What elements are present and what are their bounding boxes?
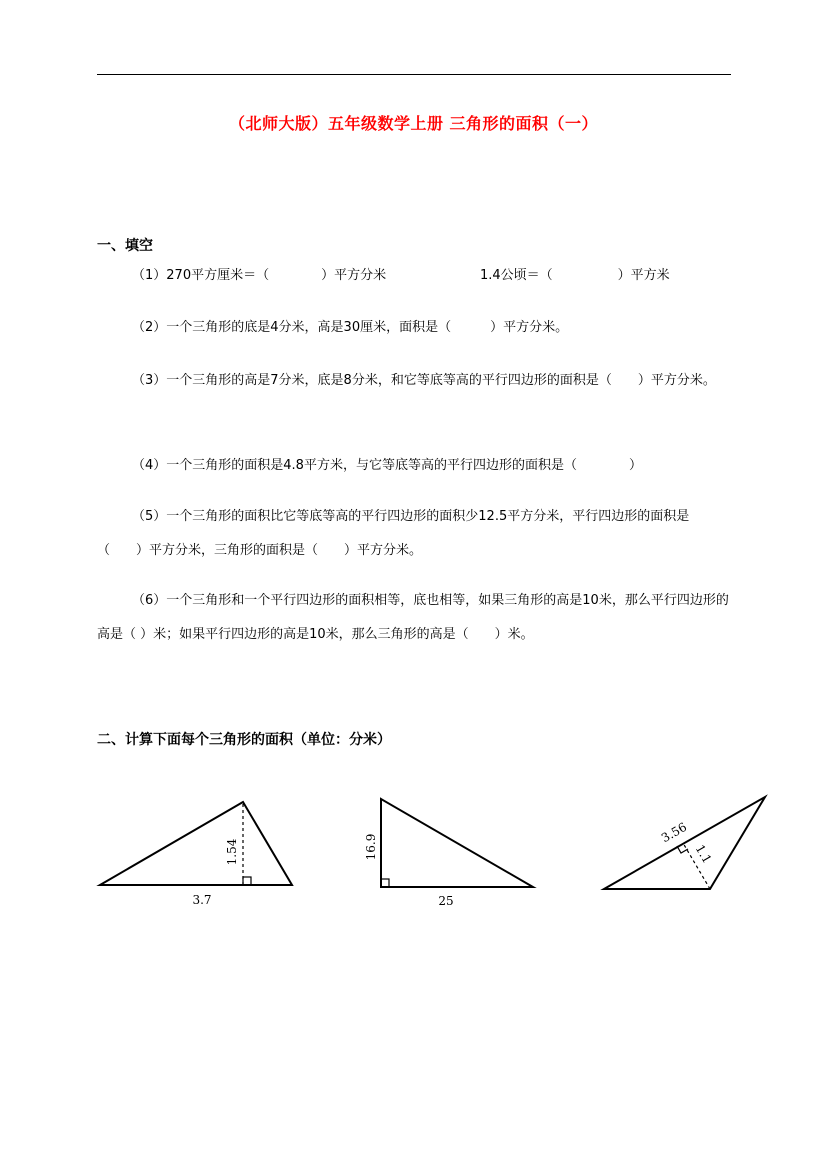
triangle-3-height-label: 1.1	[692, 842, 715, 866]
triangle-2-height-label: 16.9	[364, 833, 378, 861]
triangle-2-base-label: 25	[438, 894, 454, 908]
triangle-1-base-label: 3.7	[192, 893, 212, 907]
triangle-3-side-label: 3.56	[658, 819, 690, 846]
triangle-3	[604, 797, 765, 889]
question-3: （3）一个三角形的高是7分米，底是8分米，和它等底等高的平行四边形的面积是（ ）平方分米。	[132, 373, 716, 388]
question-2: （2）一个三角形的底是4分米，高是30厘米，面积是（ ）平方分米。	[132, 320, 569, 335]
question-1a: （1）270平方厘米＝（ ）平方分米	[132, 268, 387, 283]
page-title: （北师大版）五年级数学上册 三角形的面积（一）	[228, 114, 599, 133]
question-5: （5）一个三角形的面积比它等底等高的平行四边形的面积少12.5平方分米，平行四边形的面积是（ ）平方分米，三角形的面积是（ ）平方分米。	[97, 509, 690, 558]
section-fill-blank-heading: 一、填空	[97, 238, 153, 254]
section-calc-heading: 二、计算下面每个三角形的面积（单位：分米）	[97, 732, 391, 748]
question-6: （6）一个三角形和一个平行四边形的面积相等，底也相等，如果三角形的高是10米，那么平行四边形的高是（ ）米；如果平行四边形的高是10米，那么三角形的高是（ ）米。	[97, 593, 729, 642]
triangle-1	[100, 802, 292, 907]
triangle-1-height-label: 1.54	[225, 838, 239, 866]
triangle-2	[364, 799, 533, 908]
question-1b: 1.4公顷＝（ ）平方米	[480, 268, 670, 283]
question-4: （4）一个三角形的面积是4.8平方米，与它等底等高的平行四边形的面积是（ ）	[132, 458, 642, 473]
